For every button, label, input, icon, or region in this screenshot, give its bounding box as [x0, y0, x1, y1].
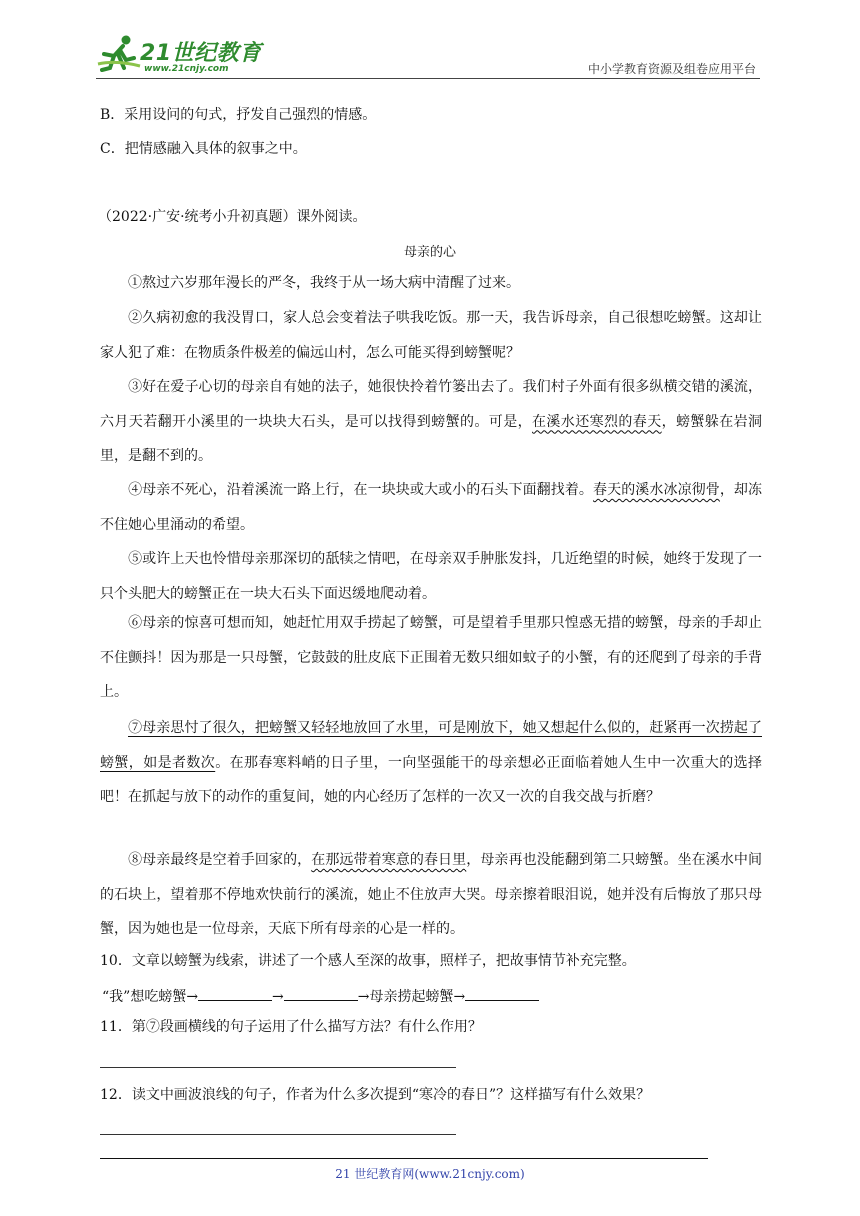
footer-text[interactable]: 21 世纪教育网(www.21cnjy.com) [335, 1167, 525, 1181]
paragraph-5: ⑤或许上天也怜惜母亲那深切的舐犊之情吧，在母亲双手肿胀发抖，几近绝望的时候，她终于发现了一只个头肥大的螃蟹正在一块大石头下面迟缓地爬动着。 [100, 551, 762, 602]
question-12: 12．读文中画波浪线的句子，作者为什么多次提到“寒冷的春日”？这样描写有什么效果？ [100, 1087, 651, 1103]
paragraph-7: ⑦母亲思忖了很久，把螃蟹又轻轻地放回了水里，可是刚放下，她又想起什么似的，赶紧再一次捞起了螃蟹，如是者数次。在那春寒料峭的日子里，一向坚强能干的母亲想必正面临着她人生中一次重大的选择吧！在抓起与放下的动作的重复间，她的内心经历了怎样的一次又一次的自我交战与折磨？ [100, 720, 763, 805]
paragraph-3: ③好在爱子心切的母亲自有她的法子，她很快拎着竹篓出去了。我们村子外面有很多纵横交错的溪流，六月天若翻开小溪里的一块块大石头，是可以找得到螃蟹的。可是，在溪水还寒烈的春天，螃蟹躲在岩洞里，是翻不到的。 [100, 379, 763, 464]
answer-blank-3[interactable] [465, 986, 539, 1001]
wavy-sentence-3: 在那远带着寒意的春日里 [311, 852, 467, 868]
option-c: C．把情感融入具体的叙事之中。 [100, 141, 307, 157]
answer-line-11[interactable] [100, 1067, 456, 1068]
wavy-sentence-1: 在溪水还寒烈的春天 [532, 413, 662, 430]
site-logo[interactable] [96, 32, 266, 80]
question-10-plot: “我”想吃螃蟹→ → →母亲捞起螃蟹→ [102, 986, 539, 1007]
answer-blank-1[interactable] [198, 986, 272, 1001]
answer-blank-2[interactable] [284, 986, 358, 1001]
wavy-sentence-2: 春天的溪水冰凉彻骨 [593, 482, 720, 498]
paragraph-2: ②久病初愈的我没胃口，家人总会变着法子哄我吃饭。那一天，我告诉母亲，自己很想吃螃蟹。这却让家人犯了难：在物质条件极差的偏远山村，怎么可能买得到螃蟹呢？ [100, 310, 762, 361]
article-title: 母亲的心 [403, 245, 456, 260]
footer-divider [100, 1158, 708, 1159]
paragraph-8: ⑧母亲最终是空着手回家的，在那远带着寒意的春日里，母亲再也没能翻到第二只螃蟹。坐在溪水中间的石块上，望着那不停地欢快前行的溪流，她止不住放声大哭。母亲擦着眼泪说，她并没有后悔放了那只母蟹，因为她也是一位母亲，天底下所有母亲的心是一样的。 [100, 852, 763, 937]
section-intro: （2022·广安·统考小升初真题）课外阅读。 [98, 209, 367, 225]
header-divider [96, 78, 760, 79]
question-10: 10．文章以螃蟹为线索，讲述了一个感人至深的故事，照样子，把故事情节补充完整。 [100, 953, 636, 969]
site-title: 中小学教育资源及组卷应用平台 [587, 62, 756, 76]
answer-line-12[interactable] [100, 1134, 456, 1135]
paragraph-6: ⑥母亲的惊喜可想而知，她赶忙用双手捞起了螃蟹，可是望着手里那只惶惑无措的螃蟹，母亲的手却止不住颤抖！因为那是一只母蟹，它鼓鼓的肚皮底下正围着无数只细如蚊子的小蟹，有的还爬到了母亲的手背上。 [100, 615, 762, 700]
page-header [0, 0, 860, 80]
paragraph-4: ④母亲不死心，沿着溪流一路上行，在一块块或大或小的石头下面翻找着。春天的溪水冰凉彻骨，却冻不住她心里涌动的希望。 [100, 482, 763, 533]
logo-text: 21世纪教育 [140, 41, 262, 66]
option-b: B．采用设问的句式，抒发自己强烈的情感。 [100, 107, 377, 123]
question-11: 11．第⑦段画横线的句子运用了什么描写方法？有什么作用？ [100, 1019, 482, 1035]
logo-url: www.21cnjy.com [144, 64, 229, 74]
runner-icon [96, 34, 142, 74]
underlined-sentence: ⑦母亲思忖了很久，把螃蟹又轻轻地放回了水里，可是刚放下，她又想起什么似的，赶紧再一次捞起了螃蟹，如是者数次 [100, 720, 762, 771]
paragraph-1: ①熬过六岁那年漫长的严冬，我终于从一场大病中清醒了过来。 [128, 275, 520, 291]
